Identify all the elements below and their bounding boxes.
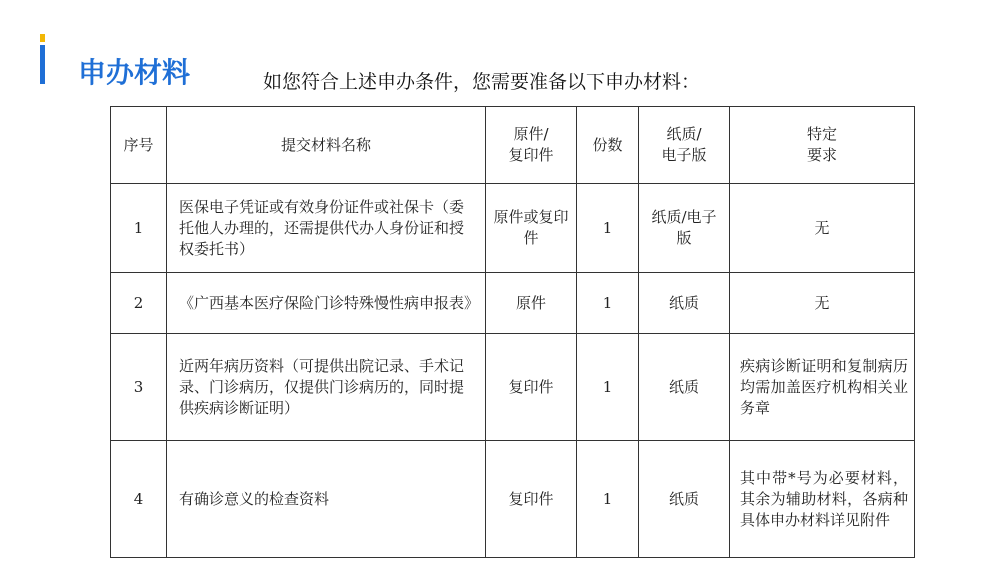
col-header-type: [486, 107, 577, 184]
cell-copies: 1: [577, 184, 639, 273]
col-header-name: 提交材料名称: [167, 107, 486, 184]
cell-medium: 纸质: [639, 273, 730, 334]
cell-medium: 纸质: [639, 334, 730, 441]
col-header-requirement: [730, 107, 915, 184]
cell-material-name: 《广西基本医疗保险门诊特殊慢性病申报表》: [167, 273, 486, 334]
accent-bar: [40, 34, 45, 84]
intro-text: 如您符合上述申办条件，您需要准备以下申办材料：: [263, 71, 701, 93]
section-title: 申办材料: [78, 56, 191, 89]
cell-medium: 纸质: [639, 441, 730, 558]
cell-index: 3: [111, 334, 167, 441]
cell-requirement: 疾病诊断证明和复制病历均需加盖医疗机构相关业务章: [730, 334, 915, 441]
cell-requirement: 其中带*号为必要材料，其余为辅助材料，各病种具体申办材料详见附件: [730, 441, 915, 558]
table-row: [111, 273, 915, 334]
cell-index: 4: [111, 441, 167, 558]
cell-copies: 1: [577, 334, 639, 441]
col-header-medium: [639, 107, 730, 184]
col-header-type-line2: 复印件: [508, 146, 554, 164]
cell-type: 原件或复印件: [486, 184, 577, 273]
table-row: [111, 334, 915, 441]
cell-type: 复印件: [486, 441, 577, 558]
col-header-req-line1: 特定: [806, 125, 837, 143]
col-header-req-line2: 要求: [806, 146, 837, 164]
cell-copies: 1: [577, 441, 639, 558]
cell-requirement: 无: [730, 184, 915, 273]
col-header-copies: 份数: [577, 107, 639, 184]
cell-copies: 1: [577, 273, 639, 334]
cell-index: 1: [111, 184, 167, 273]
table-row: [111, 441, 915, 558]
col-header-medium-line2: 电子版: [661, 146, 707, 164]
col-header-type-line1: 原件/: [513, 125, 549, 143]
materials-table: [110, 106, 915, 558]
table-header-row: [111, 107, 915, 184]
cell-requirement: 无: [730, 273, 915, 334]
cell-material-name: 近两年病历资料（可提供出院记录、手术记录、门诊病历，仅提供门诊病历的，同时提供疾病诊断证明）: [167, 334, 486, 441]
col-header-medium-line1: 纸质/: [666, 125, 702, 143]
cell-type: 复印件: [486, 334, 577, 441]
cell-medium: 纸质/电子版: [639, 184, 730, 273]
cell-index: 2: [111, 273, 167, 334]
cell-type: 原件: [486, 273, 577, 334]
col-header-index: 序号: [111, 107, 167, 184]
cell-material-name: 医保电子凭证或有效身份证件或社保卡（委托他人办理的，还需提供代办人身份证和授权委托书）: [167, 184, 486, 273]
table-row: [111, 184, 915, 273]
cell-material-name: 有确诊意义的检查资料: [167, 441, 486, 558]
